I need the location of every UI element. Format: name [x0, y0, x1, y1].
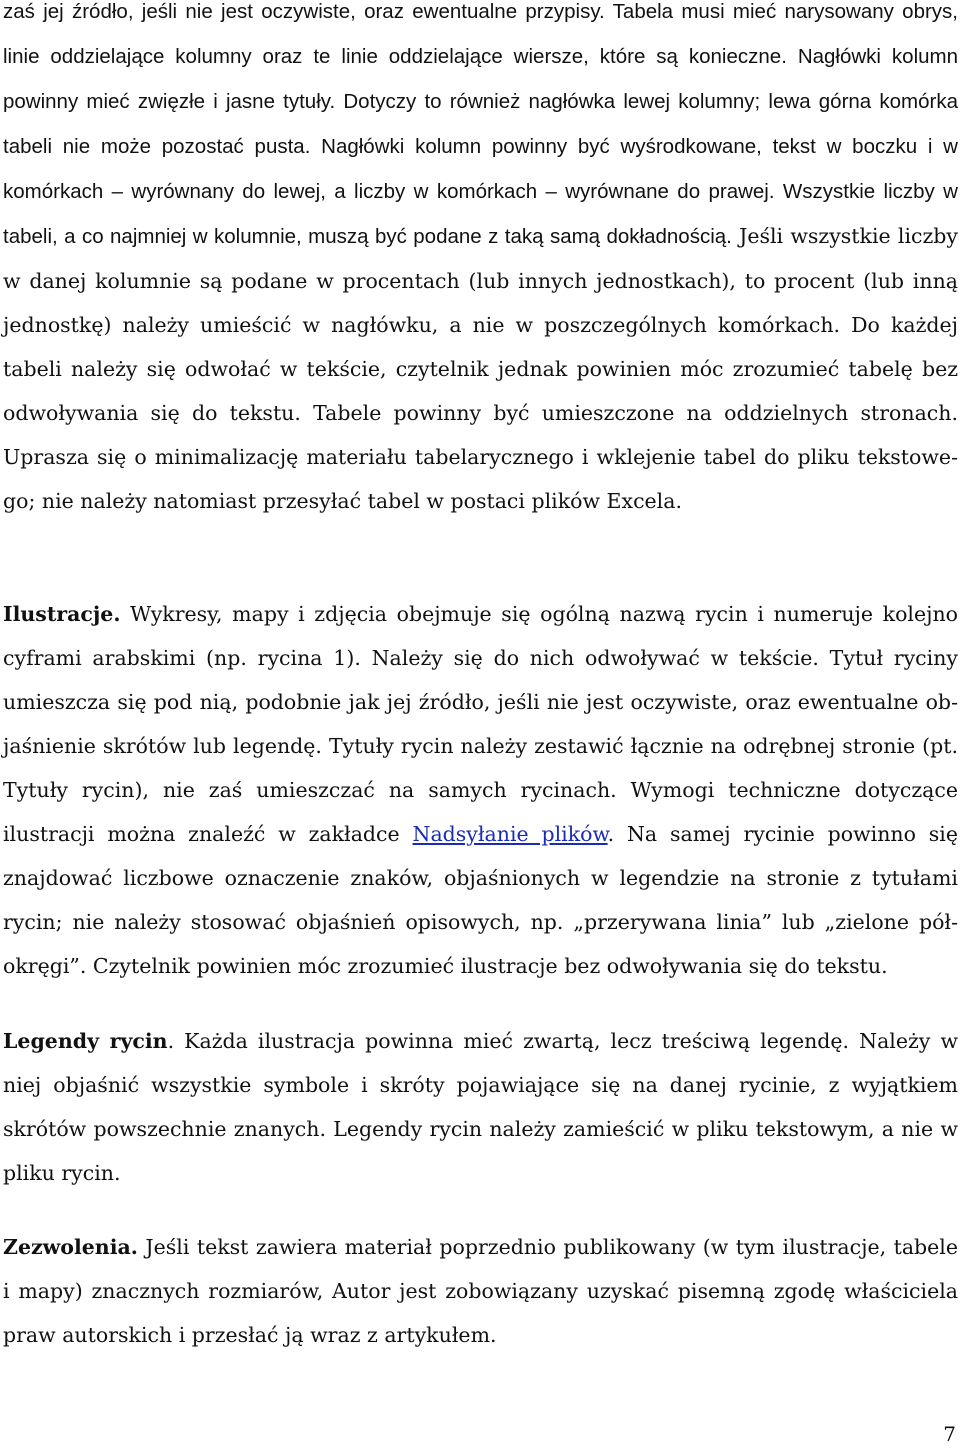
zezwolenia-text: Jeśli tekst zawiera materiał poprzednio publikowany (w tym ilustracje, tabele i mapy) znacznych rozmiarów, Autor jest zobowiązany uzyskać pisemną zgodę właściciela praw autorskich i przesłać ją wraz z artykułem.: [3, 1235, 958, 1347]
ilustracje-text-after-link: . Na samej rycinie powinno się znajdować liczbowe oznaczenie znaków, objaśnionych w legendzie na stronie z tytułami rycin; nie należy stosować objaśnień opisowych, np. „przerywana linia” lub „zielone półokręgi”. Czytelnik powinien móc zrozumieć ilustracje bez odwoływania się do tekstu.: [3, 822, 958, 978]
zezwolenia-title: Zezwolenia.: [3, 1235, 138, 1259]
legendy-rycin-title: Legendy rycin: [3, 1029, 168, 1053]
zezwolenia-paragraph: [3, 1225, 958, 1357]
ilustracje-paragraph: [3, 592, 958, 988]
page-number: 7: [943, 1422, 956, 1446]
tables-guidelines-serif-text: Jeśli wszystkie liczby w danej kolumnie są podane w procentach (lub innych jednostkach), to procent (lub inną jednostkę) należy umieścić w nagłówku, a nie w poszczególnych komórkach. Do każdej tabeli należy się odwołać w tekście, czytelnik jednak powinien móc zrozumieć tabelę bez odwoływania się do tekstu. Tabele powinny być umieszczone na oddzielnych stronach. Uprasza się o minimalizację materiału tabelarycznego i wklejenie tabel do pliku tekstowego; nie należy natomiast przesyłać tabel w postaci plików Excela.: [3, 224, 958, 513]
ilustracje-text-before-link: Wykresy, mapy i zdjęcia obejmuje się ogólną nazwą rycin i numeruje kolejno cyframi arabskimi (np. rycina 1). Należy się do nich odwoływać w tekście. Tytuł ryciny umieszcza się pod nią, podobnie jak jej źródło, jeśli nie jest oczywiste, oraz ewentualne objaśnienie skrótów lub legendę. Tytuły rycin należy zestawić łącznie na odrębnej stronie (pt. Tytuły rycin), nie zaś umieszczać na samych rycinach. Wymogi techniczne dotyczące ilustracji można znaleźć w zakładce: [3, 602, 958, 846]
legendy-rycin-text: . Każda ilustracja powinna mieć zwartą, lecz treściwą legendę. Należy w niej objaśnić wszystkie symbole i skróty pojawiające się na danej rycinie, z wyjątkiem skrótów powszechnie znanych. Legendy rycin należy zamieścić w pliku tekstowym, a nie w pliku rycin.: [3, 1029, 959, 1185]
nadsylanie-plikow-link[interactable]: Nadsyłanie plików: [412, 822, 608, 846]
tables-guidelines-paragraph: [3, 0, 958, 523]
ilustracje-title: Ilustracje.: [3, 602, 121, 626]
legendy-rycin-paragraph: [3, 1019, 958, 1195]
tables-guidelines-sans-text: zaś jej źródło, jeśli nie jest oczywiste, oraz ewentualne przypisy. Tabela musi mieć narysowany obrys, linie oddzielające kolumny oraz te linie oddzielające wiersze, które są konieczne. Nagłówki kolumn powinny mieć zwięzłe i jasne tytuły. Dotyczy to również nagłówka lewej kolumny; lewa górna komórka tabeli nie może pozostać pusta. Nagłówki kolumn powinny być wyśrodkowane, tekst w boczku i w komórkach – wyrównany do lewej, a liczby w komórkach – wyrównane do prawej. Wszystkie liczby w tabeli, a co najmniej w kolumnie, muszą być podane z taką samą dokładnością.: [3, 0, 958, 248]
